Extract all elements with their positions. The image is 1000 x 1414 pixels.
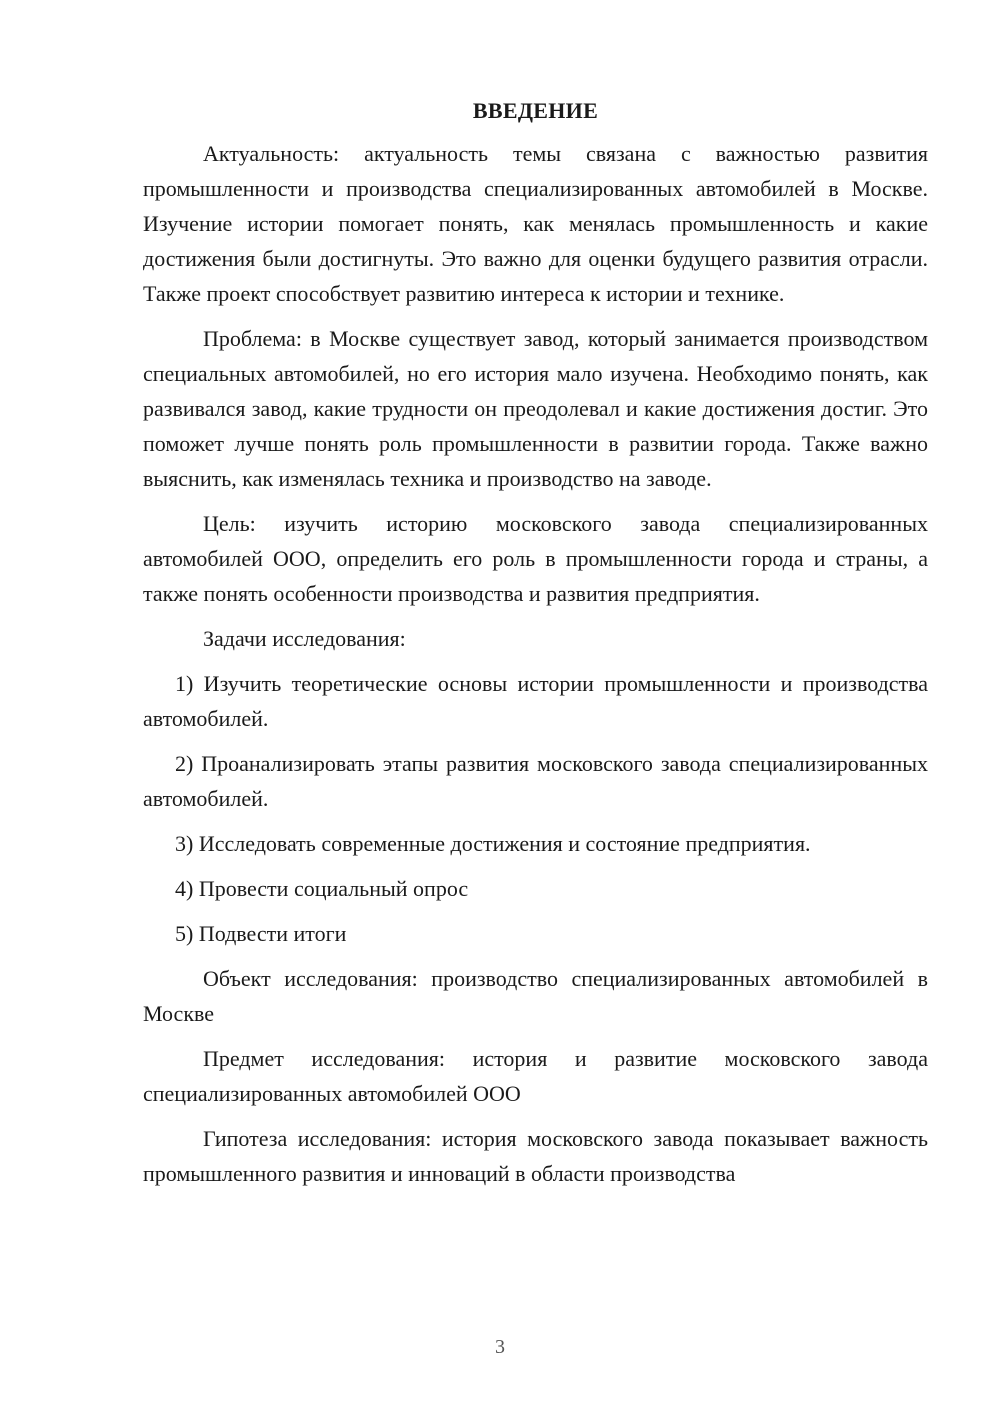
task-item-4: 4) Провести социальный опрос <box>175 876 469 901</box>
task-item-5: 5) Подвести итоги <box>175 921 347 946</box>
task-item-1: 1) Изучить теоретические основы истории промышленности и производства автомобилей. <box>143 671 928 731</box>
section-title: ВВЕДЕНИЕ <box>472 98 599 123</box>
goal-paragraph: Цель: изучить историю московского завода специализированных автомобилей ООО, определить его роль в промышленности города и страны, а также понять особенности производства и развития предприятия. <box>143 511 928 606</box>
hypothesis-paragraph: Гипотеза исследования: история московского завода показывает важность промышленного развития и инноваций в области производства <box>143 1126 928 1186</box>
task-item-3: 3) Исследовать современные достижения и состояние предприятия. <box>175 831 811 856</box>
subject-paragraph: Предмет исследования: история и развитие московского завода специализированных автомобилей ООО <box>143 1046 928 1106</box>
object-paragraph: Объект исследования: производство специализированных автомобилей в Москве <box>143 966 928 1026</box>
tasks-heading: Задачи исследования: <box>203 626 406 651</box>
tasks-list <box>143 666 928 951</box>
task-item-2: 2) Проанализировать этапы развития московского завода специализированных автомобилей. <box>143 751 928 811</box>
document-page <box>143 96 928 1201</box>
relevance-paragraph: Актуальность: актуальность темы связана с важностью развития промышленности и производства специализированных автомобилей в Москве. Изучение истории помогает понять, как менялась промышленность и какие достижения были достигнуты. Это важно для оценки будущего развития отрасли. Также проект способствует развитию интереса к истории и технике. <box>143 141 928 306</box>
page-number: 3 <box>495 1336 505 1358</box>
problem-paragraph: Проблема: в Москве существует завод, который занимается производством специальных автомобилей, но его история мало изучена. Необходимо понять, как развивался завод, какие трудности он преодолевал и какие достижения достиг. Это поможет лучше понять роль промышленности в развитии города. Также важно выяснить, как изменялась техника и производство на заводе. <box>143 326 928 491</box>
